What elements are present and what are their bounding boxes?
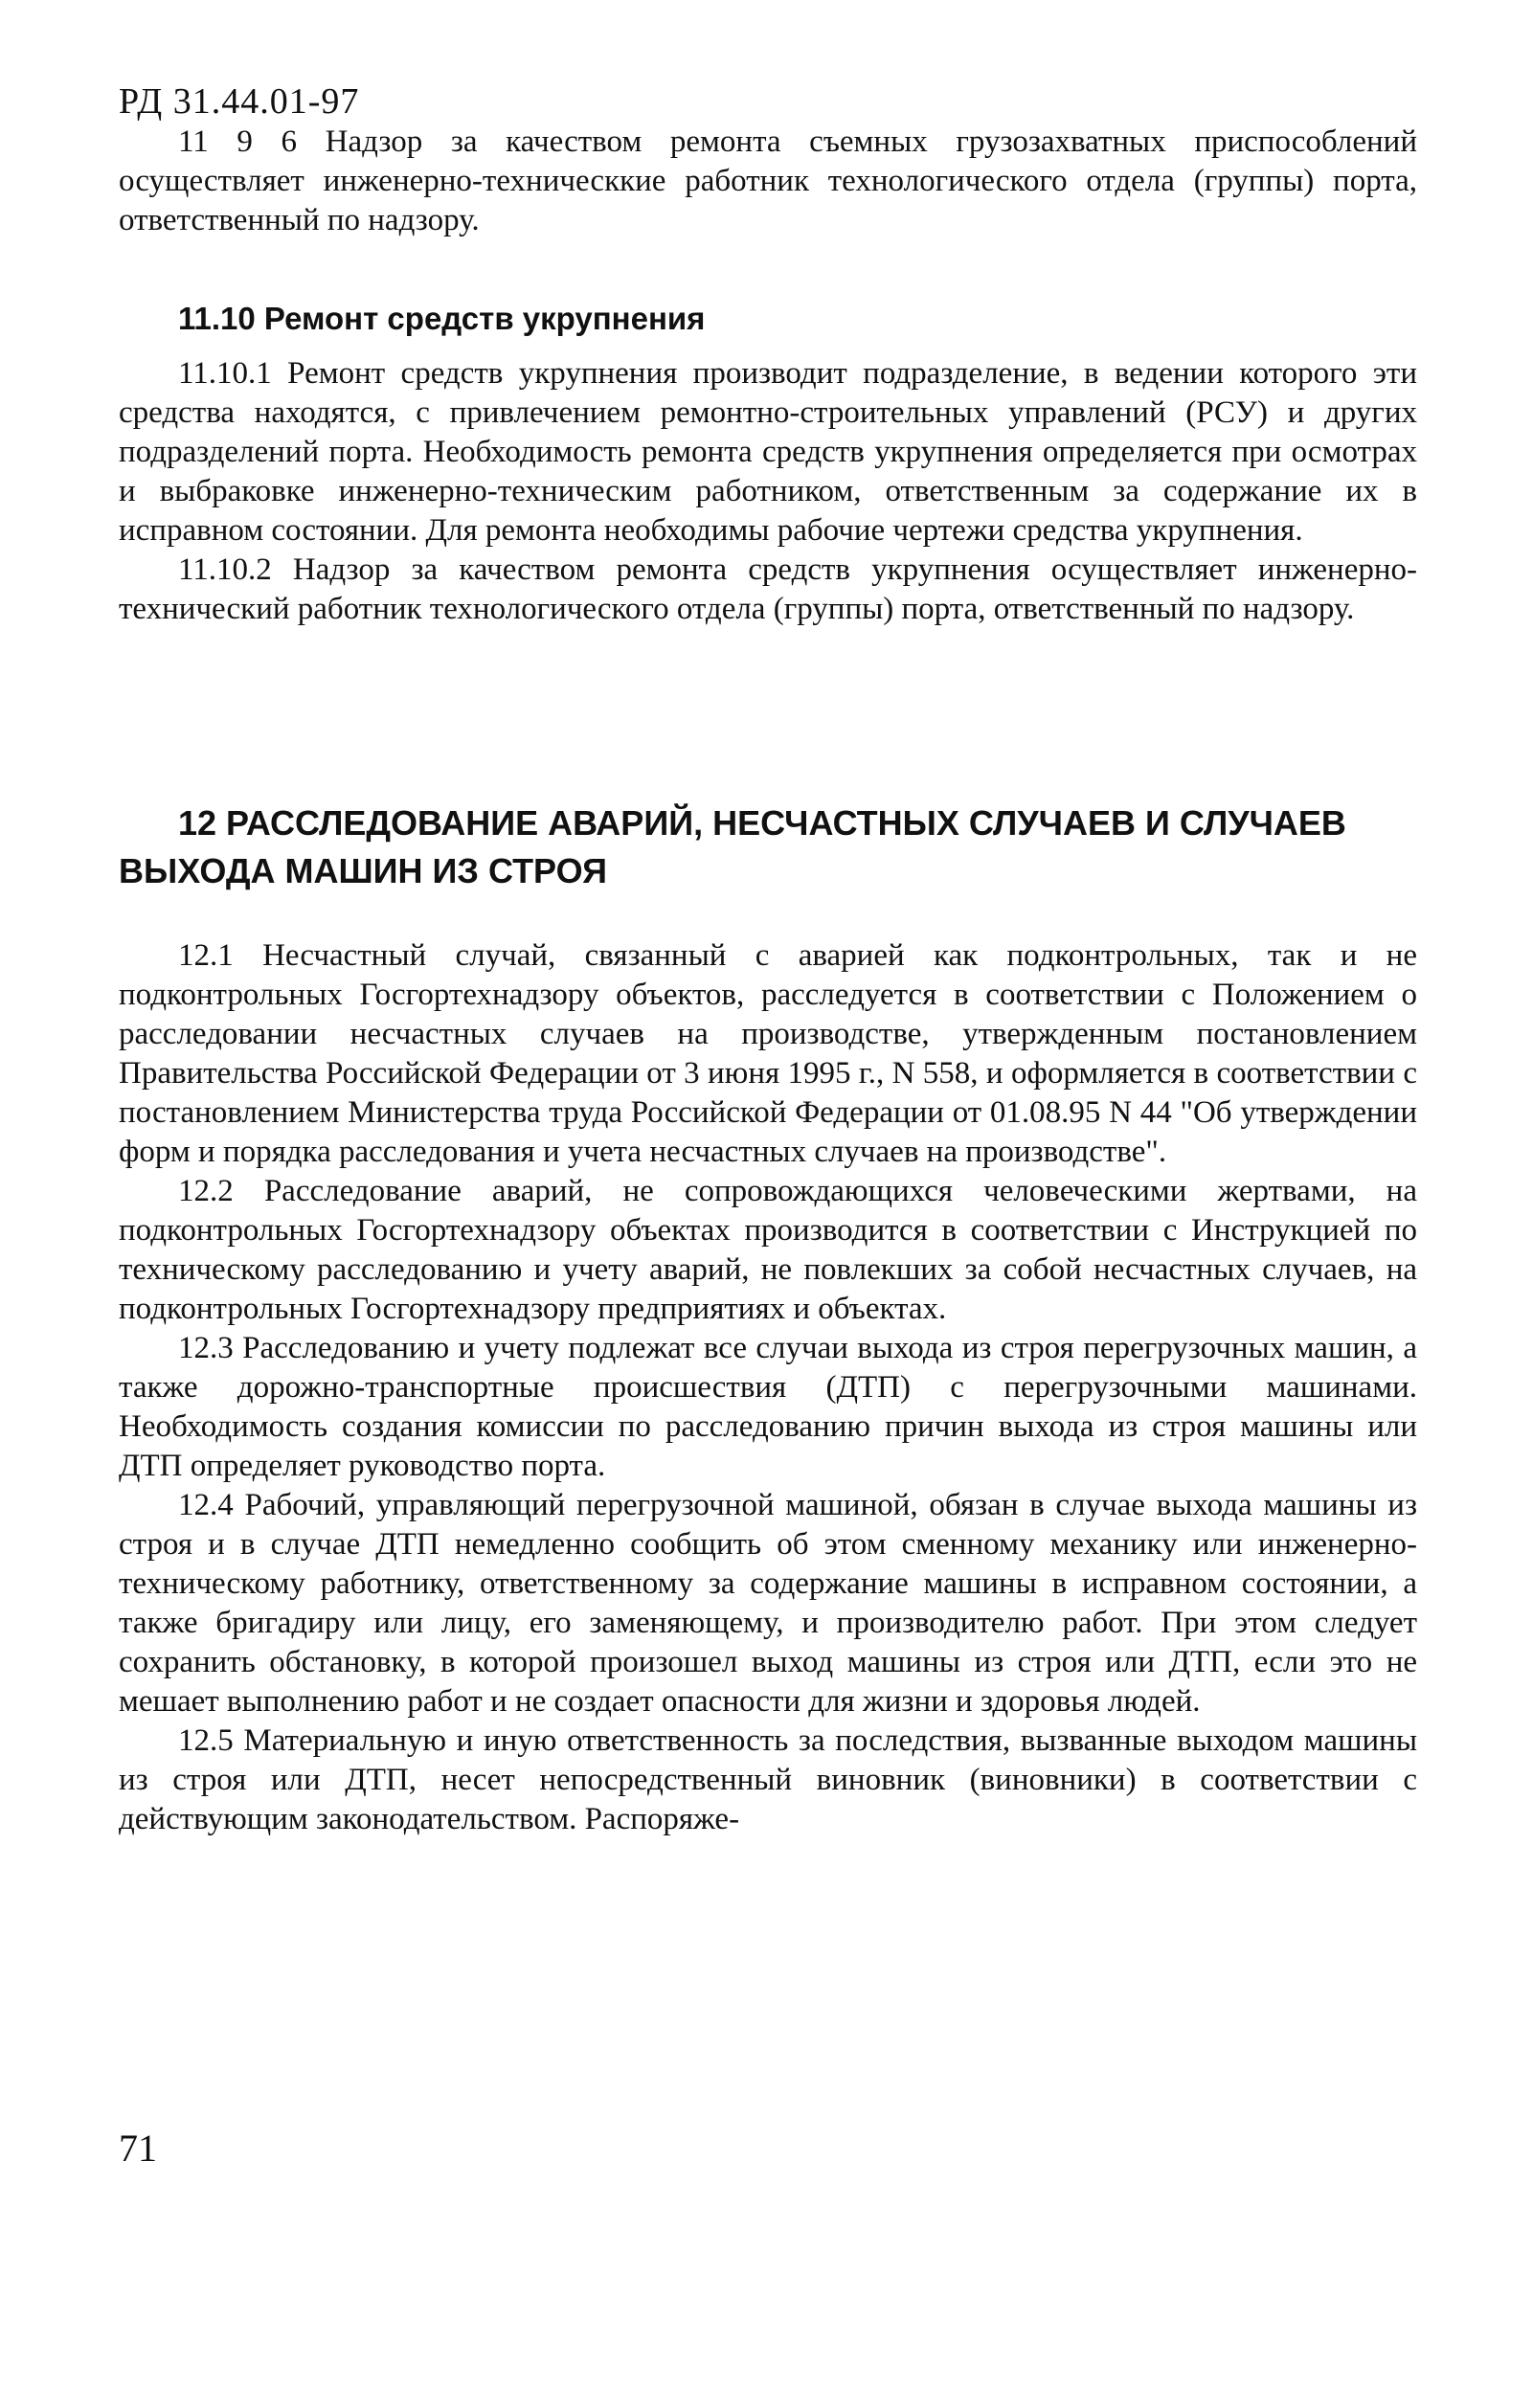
paragraph-12-3: 12.3 Расследованию и учету подлежат все случаи выхода из строя перегрузочных машин, а также дорожно-транспортные происшествия (ДТП) с перегрузочными машинами. Необходимость создания комиссии по расследованию причин выхода из строя машины или ДТП определяет руководство порта.: [119, 1331, 1417, 1483]
paragraph-11-10-2: 11.10.2 Надзор за качеством ремонта средств укрупнения осуществляет инженерно-технический работник технологического отдела (группы) порта, ответственный по надзору.: [119, 552, 1417, 626]
paragraph-11-10-1: 11.10.1 Ремонт средств укрупнения производит подразделение, в ведении которого эти средства находятся, с привлечением ремонтно-строительных управлений (РСУ) и других подразделений порта. Необходимость ремонта средств укрупнения определяется при осмотрах и выбраковке инженерно-техническим работником, ответственным за содержание их в исправном состоянии. Для ремонта необходимы рабочие чертежи средства укрупнения.: [119, 356, 1417, 548]
chapter-title-12: 12 РАССЛЕДОВАНИЕ АВАРИЙ, НЕСЧАСТНЫХ СЛУЧАЕВ И СЛУЧАЕВ ВЫХОДА МАШИН ИЗ СТРОЯ: [119, 803, 1346, 890]
paragraph-11-9-6-block: [119, 123, 1417, 240]
paragraph-11-9-6: 11 9 6 Надзор за качеством ремонта съемных грузозахватных приспособлений осуществляет инженерно-техническкие работник технологического отдела (группы) порта, ответственный по надзору.: [119, 124, 1417, 237]
chapter-12-body: [119, 936, 1417, 1839]
paragraph-12-5: 12.5 Материальную и иную ответственность за последствия, вызванные выходом машины из строя или ДТП, несет непосредственный виновник (виновники) в соответствии с действующим законодательством. Распоряже-: [119, 1723, 1417, 1836]
paragraph-12-2: 12.2 Расследование аварий, не сопровождающихся человеческими жертвами, на подконтрольных Госгортехнадзору объектах производится в соответствии с Инструкцией по техническому расследованию и учету аварий, не повлекших за собой несчастных случаев, на подконтрольных Госгортехнадзору предприятиях и объектах.: [119, 1174, 1417, 1326]
section-title-11-10: 11.10 Ремонт средств укрупнения: [178, 301, 706, 336]
section-11-10-body: [119, 354, 1417, 629]
paragraph-12-1: 12.1 Несчастный случай, связанный с аварией как подконтрольных, так и не подконтрольных Госгортехнадзору объектов, расследуется в соответствии с Положением о расследовании несчастных случаев на производстве, утвержденным постановлением Правительства Российской Федерации от 3 июня 1995 г., N 558, и оформляется в соответствии с постановлением Министерства труда Российской Федерации от 01.08.95 N 44 "Об утверждении форм и порядка расследования и учета несчастных случаев на производстве".: [119, 938, 1417, 1169]
paragraph-12-4: 12.4 Рабочий, управляющий перегрузочной машиной, обязан в случае выхода машины из строя и в случае ДТП немедленно сообщить об этом сменному механику или инженерно-техническому работнику, ответственному за содержание машины в исправном состоянии, а также бригадиру или лицу, его заменяющему, и производителю работ. При этом следует сохранить обстановку, в которой произошел выход машины из строя или ДТП, если это не мешает выполнению работ и не создает опасности для жизни и здоровья людей.: [119, 1488, 1417, 1719]
page-number: 71: [119, 2127, 157, 2170]
document-code: РД 31.44.01-97: [119, 81, 360, 122]
